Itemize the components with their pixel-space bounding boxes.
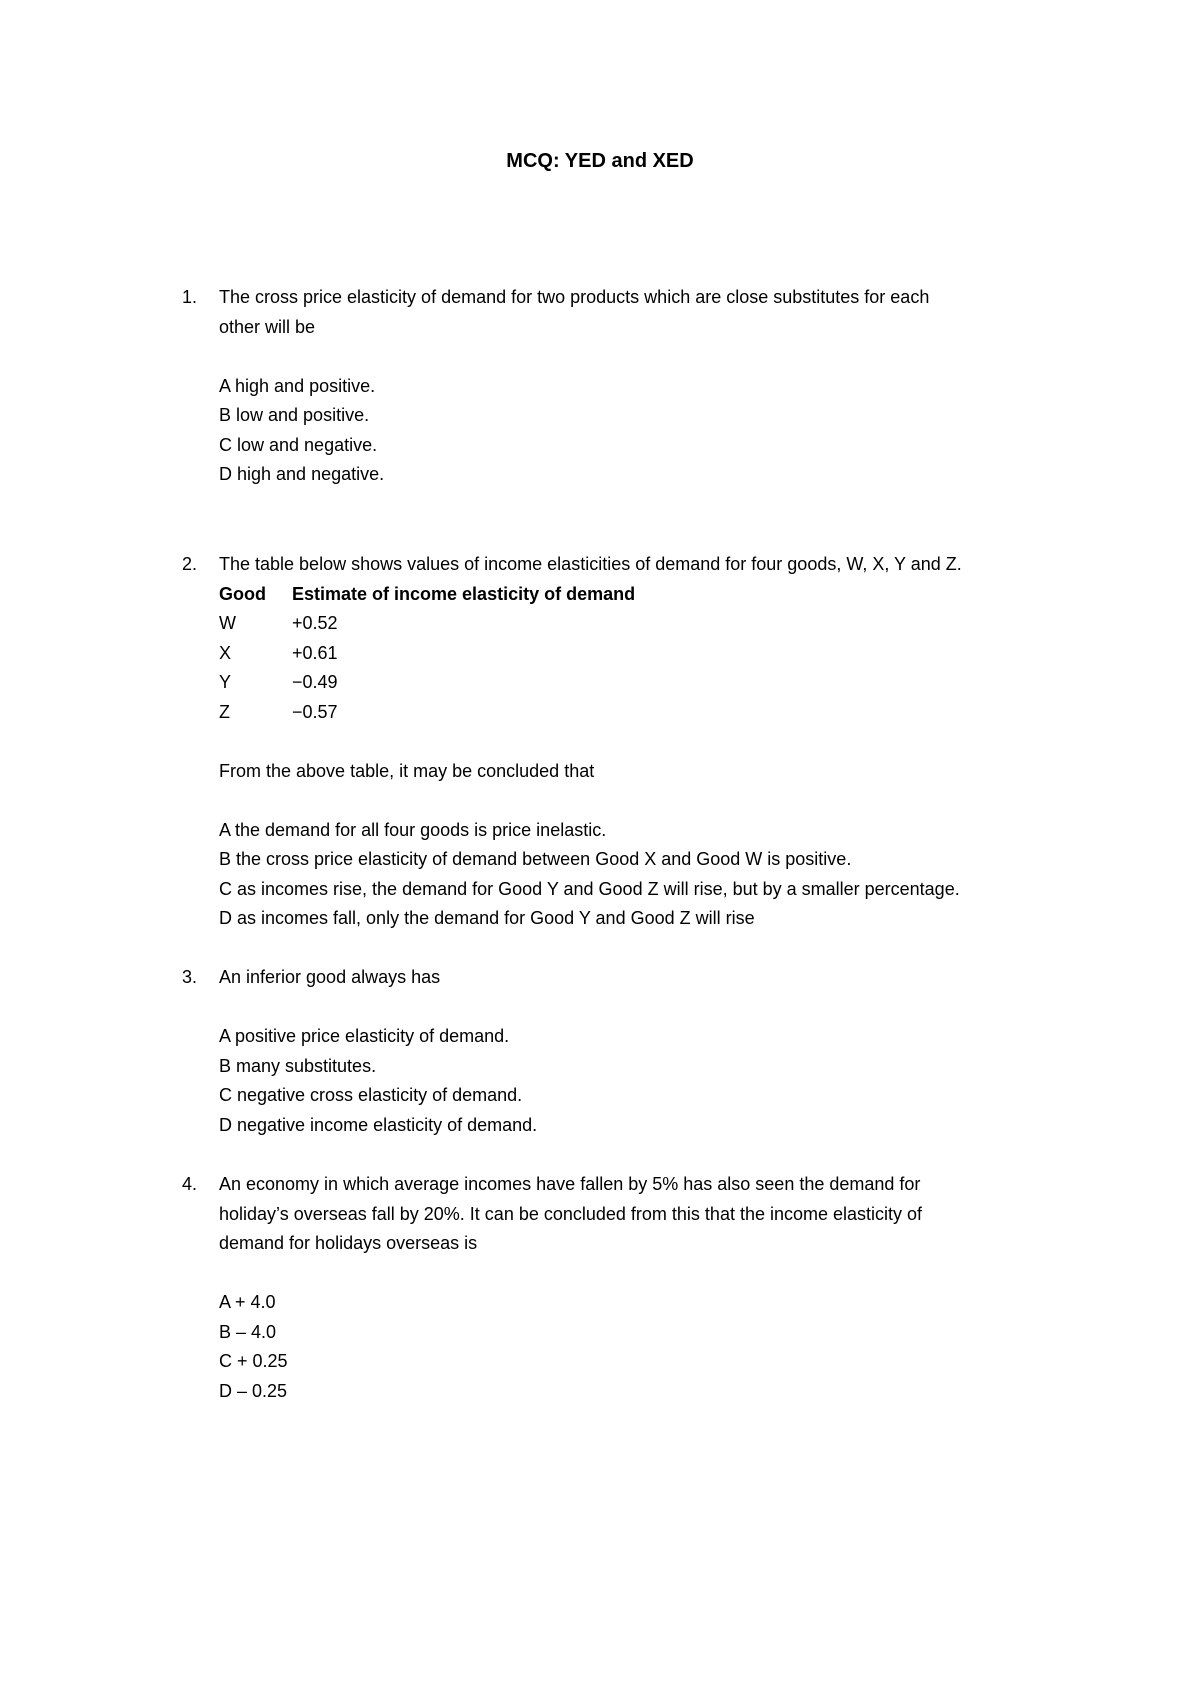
question-stem-line: The table below shows values of income elasticities of demand for four goods, W, X, Y and Z. xyxy=(219,554,962,574)
question-stem-line: An inferior good always has xyxy=(219,967,441,987)
table-row xyxy=(219,639,1059,669)
option-a: A positive price elasticity of demand. xyxy=(219,1026,510,1046)
option-c: C negative cross elasticity of demand. xyxy=(219,1085,523,1105)
option-a: A high and positive. xyxy=(219,375,376,396)
table-cell-value: +0.61 xyxy=(292,642,338,663)
table-cell-good: Y xyxy=(219,672,232,692)
option-d: D – 0.25 xyxy=(219,1380,288,1401)
question-body xyxy=(219,1170,1059,1406)
option-b: B the cross price elasticity of demand between Good X and Good W is positive. xyxy=(219,849,852,869)
option-b: B low and positive. xyxy=(219,405,370,425)
question-stem-line: The cross price elasticity of demand for two products which are close substitutes for each xyxy=(219,287,930,307)
question-stem-line: demand for holidays overseas is xyxy=(219,1233,478,1253)
question-number: 1. xyxy=(182,287,198,307)
document-title: MCQ: YED and XED xyxy=(506,150,694,172)
question-number: 4. xyxy=(182,1174,198,1194)
option-b: B – 4.0 xyxy=(219,1321,277,1342)
option-a: A + 4.0 xyxy=(219,1292,276,1312)
option-d: D high and negative. xyxy=(219,464,385,484)
option-c: C as incomes rise, the demand for Good Y and Good Z will rise, but by a smaller percentage. xyxy=(219,878,960,899)
table-row xyxy=(219,698,1059,728)
table-cell-good: Z xyxy=(219,701,230,722)
question-number: 3. xyxy=(182,967,198,987)
question-body xyxy=(219,283,1059,490)
table-cell-value: −0.49 xyxy=(292,672,338,692)
table-cell-good: X xyxy=(219,642,232,663)
table-header-row xyxy=(219,580,1059,610)
table-cell-good: W xyxy=(219,613,236,633)
table-row xyxy=(219,668,1059,698)
table-row xyxy=(219,609,1059,639)
option-b: B many substitutes. xyxy=(219,1055,377,1076)
table-cell-value: −0.57 xyxy=(292,701,338,722)
question-followup: From the above table, it may be concluded that xyxy=(219,760,595,781)
question-stem-line: An economy in which average incomes have fallen by 5% has also seen the demand for xyxy=(219,1174,921,1194)
table-header-estimate: Estimate of income elasticity of demand xyxy=(292,583,636,604)
question-stem-line: holiday’s overseas fall by 20%. It can be concluded from this that the income elasticity of xyxy=(219,1203,923,1224)
option-a: A the demand for all four goods is price inelastic. xyxy=(219,819,607,840)
question-body xyxy=(219,550,1059,934)
table-header-good: Good xyxy=(219,583,266,604)
option-d: D as incomes fall, only the demand for Good Y and Good Z will rise xyxy=(219,908,755,928)
question-stem-line: other will be xyxy=(219,316,316,337)
question-number: 2. xyxy=(182,554,198,574)
option-c: C + 0.25 xyxy=(219,1351,288,1371)
option-d: D negative income elasticity of demand. xyxy=(219,1114,538,1135)
question-body xyxy=(219,963,1059,1140)
option-c: C low and negative. xyxy=(219,434,378,455)
table-cell-value: +0.52 xyxy=(292,613,338,633)
